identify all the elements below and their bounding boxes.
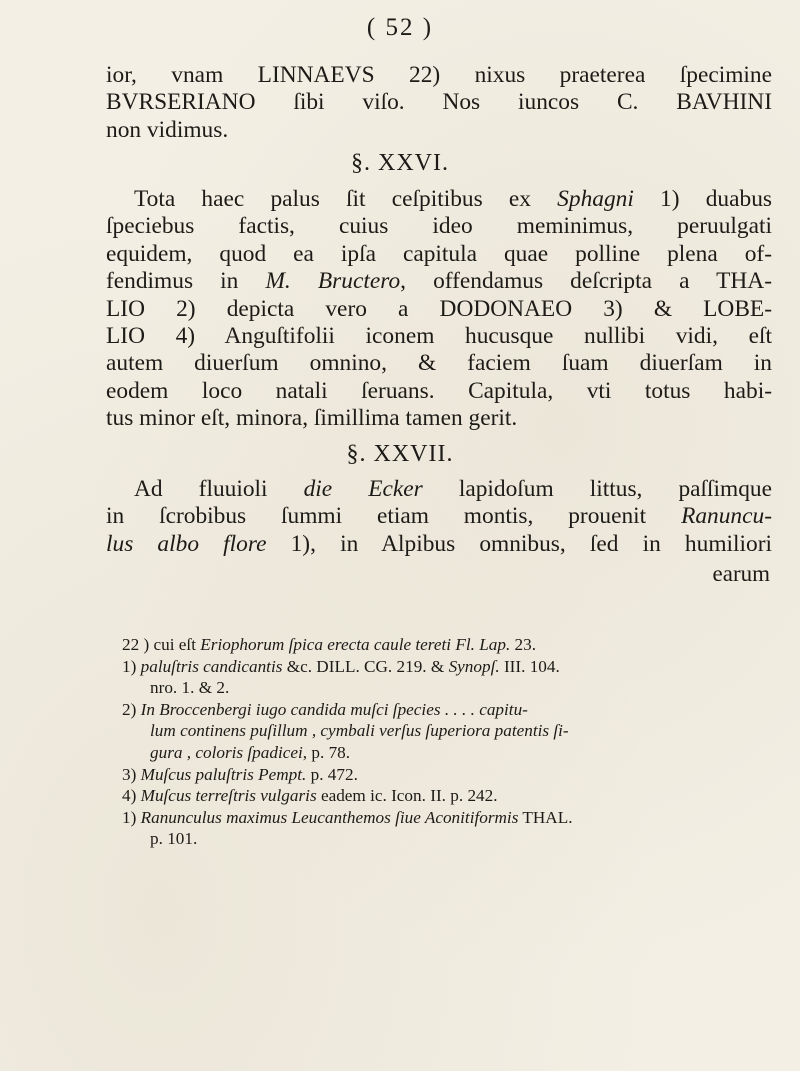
text-line bbox=[106, 378, 772, 405]
text-line bbox=[106, 405, 772, 432]
text-run: 1), in Alpibus omnibus, ſed in humiliori bbox=[266, 530, 772, 557]
footnote bbox=[122, 634, 772, 656]
footnote-continuation bbox=[122, 828, 772, 850]
text-run: autem diuerſum omnino, & faciem ſuam diuerſam in bbox=[106, 350, 772, 377]
text-run: THAL. bbox=[518, 807, 573, 827]
section-heading-26: §. XXVI. bbox=[351, 150, 449, 176]
text-run: lapidoſum littus, paſſimque bbox=[422, 476, 773, 502]
text-run: eadem ic. Icon. II. p. 242. bbox=[316, 786, 498, 806]
text-run: equidem, quod ea ipſa capitula quae polline plena of- bbox=[106, 240, 772, 267]
continuation-paragraph bbox=[106, 62, 772, 144]
text-line bbox=[106, 268, 772, 295]
italic-text: Synopſ. bbox=[448, 656, 500, 676]
footnote bbox=[122, 699, 772, 721]
text-run: nro. 1. & 2. bbox=[150, 678, 230, 698]
text-run: 1) bbox=[122, 807, 141, 827]
text-run: LIO 2) depicta vero a DODONAEO 3) & LOBE- bbox=[106, 295, 772, 322]
footnote bbox=[122, 656, 772, 678]
text-run: 23. bbox=[510, 635, 537, 654]
italic-text: gura , coloris ſpadicei bbox=[150, 742, 303, 762]
section-27-paragraph bbox=[106, 476, 772, 558]
italic-text: Muſcus paluſtris Pempt. bbox=[140, 764, 307, 784]
italic-text: M. Bructero bbox=[265, 268, 401, 295]
text-run: , p. 78. bbox=[302, 742, 351, 762]
text-line bbox=[106, 296, 772, 323]
text-line bbox=[106, 323, 772, 350]
text-run: eodem loco natali ſeruans. Capitula, vti totus habi- bbox=[106, 377, 772, 404]
text-run: 3) bbox=[122, 764, 141, 784]
footnote bbox=[122, 807, 772, 829]
text-run: , offendamus deſcripta a THA- bbox=[400, 268, 772, 295]
footnote bbox=[122, 785, 772, 807]
footnote-continuation bbox=[122, 677, 772, 699]
section-26-paragraph bbox=[106, 186, 772, 433]
text-run: in ſcrobibus ſummi etiam montis, prouenit bbox=[106, 503, 682, 530]
italic-text: Ranuncu- bbox=[681, 503, 772, 530]
text-line bbox=[106, 503, 772, 530]
text-run: LIO 4) Anguſtifolii iconem hucusque nullibi vidi, eſt bbox=[106, 323, 772, 350]
text-run: 22 ) cui eſt bbox=[122, 635, 201, 654]
section-heading-27: §. XXVII. bbox=[346, 441, 454, 467]
italic-text: Ranunculus maximus Leucanthemos ſiue Aconitiformis bbox=[140, 807, 519, 827]
text-line bbox=[106, 213, 772, 240]
text-run: p. 101. bbox=[150, 829, 198, 849]
text-run: Tota haec palus ſit ceſpitibus ex bbox=[134, 186, 558, 212]
italic-text: paluſtris candicantis bbox=[140, 656, 283, 676]
italic-text: Muſcus terreſtris vulgaris bbox=[140, 786, 317, 806]
text-run: p. 472. bbox=[306, 764, 358, 784]
footnote-continuation bbox=[122, 720, 772, 742]
italic-text: In Broccenbergi iugo candida muſci ſpecies . . . . capitu- bbox=[140, 699, 528, 719]
catchword: earum bbox=[712, 561, 770, 586]
text-line bbox=[106, 476, 772, 503]
text-line bbox=[106, 350, 772, 377]
text-run: III. 104. bbox=[499, 656, 560, 676]
text-line: non vidimus. bbox=[106, 116, 229, 143]
italic-text: Eriophorum ſpica erecta caule tereti Fl. Lap. bbox=[200, 635, 511, 654]
text-run: 1) duabus bbox=[633, 186, 772, 212]
italic-text: Sphagni bbox=[557, 186, 634, 212]
text-run: 2) bbox=[122, 699, 141, 719]
text-line bbox=[106, 186, 772, 213]
text-run: ſpeciebus factis, cuius ideo meminimus, peruulgati bbox=[106, 213, 772, 240]
text-line bbox=[106, 241, 772, 268]
text-run: tus minor eſt, minora, ſimillima tamen gerit. bbox=[106, 405, 518, 432]
text-run: 4) bbox=[122, 786, 141, 806]
italic-text: lus albo flore bbox=[106, 530, 267, 557]
italic-text: die Ecker bbox=[303, 476, 423, 502]
page-number: ( 52 ) bbox=[366, 14, 434, 41]
footnote-continuation bbox=[122, 742, 772, 764]
footnotes bbox=[122, 634, 772, 850]
text-line: ior, vnam LINNAEVS 22) nixus praeterea ſpecimine bbox=[106, 62, 772, 88]
text-line: BVRSERIANO ſibi viſo. Nos iuncos C. BAVHINI bbox=[106, 89, 772, 116]
text-line bbox=[106, 531, 772, 558]
italic-text: lum continens puſillum , cymbali verſus ſuperiora patentis ſi- bbox=[150, 721, 569, 741]
text-run: fendimus in bbox=[106, 268, 266, 295]
text-run: 1) bbox=[122, 656, 141, 676]
text-run: &c. DILL. CG. 219. & bbox=[282, 656, 449, 676]
text-run: Ad fluuioli bbox=[134, 476, 304, 502]
footnote bbox=[122, 764, 772, 786]
